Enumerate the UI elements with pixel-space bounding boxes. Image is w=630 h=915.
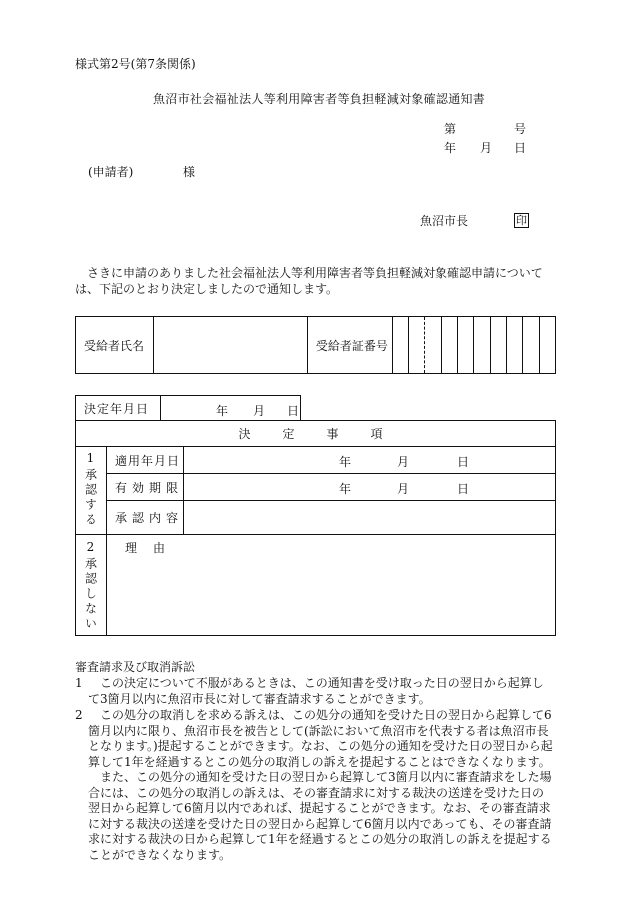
recipient-number-digit[interactable] (474, 317, 490, 374)
applicant-label: (申請者) (88, 165, 134, 179)
reject-label: 2承認しない (83, 540, 98, 632)
apply-day: 日 (457, 455, 470, 469)
page-title: 魚沼市社会福祉法人等利用障害者等負担軽減対象確認通知書 (153, 92, 486, 106)
form-number: 様式第2号(第7条関係) (75, 57, 196, 71)
approve-label: 1承認する (83, 450, 98, 528)
row-label-apply-date: 適用年月日 (107, 447, 184, 474)
notice-item1: この決定について不服があるときは、この通知書を受け取った日の翌日から起算して3箇月以内に魚沼市長に対して審査請求することができます。 (88, 676, 544, 706)
notice-item2-continued: また、この処分の通知を受けた日の翌日から起算して3箇月以内に審査請求をした場合には、この処分の取消しの訴えは、その審査請求に対する裁決の送達を受けた日の翌日から起算して6箇月以内であれば、提起することができます。なお、その審査請求に対する裁決の送達を受けた日の翌日から起算して6箇月以内であっても、その審査請求に対する裁決の日から起算して1年を経過するとこの処分の取消しの訴えを提起することができなくなります。 (88, 770, 552, 862)
notice-item2: この処分の取消しを求める訴えは、この処分の通知を受けた日の翌日から起算して6箇月以内に限り、魚沼市長を被告として(訴訟において魚沼市を代表する者は魚沼市長となります。)提起することができます。なお、この処分の通知を受けた日の翌日から起算して1年を経過するとこの処分の取消しの訴えを提起することはできなくなります。 (88, 708, 553, 769)
recipient-name-label: 受給者氏名 (76, 317, 154, 374)
recipient-number-digit[interactable] (523, 317, 539, 374)
recipient-number-digit[interactable] (490, 317, 506, 374)
intro-paragraph: さきに申請のありました社会福祉法人等利用障害者等負担軽減対象確認申請については、下記のとおり決定しましたので通知します。 (75, 266, 543, 296)
recipient-table (75, 316, 556, 374)
header-day: 日 (514, 141, 527, 155)
apply-month: 月 (397, 455, 410, 469)
notice-heading: 審査請求及び取消訴訟 (75, 660, 196, 674)
decision-month: 月 (253, 404, 266, 418)
recipient-number-label: 受給者証番号 (307, 317, 392, 374)
decision-day: 日 (287, 404, 300, 418)
approve-label-cell (76, 447, 107, 535)
recipient-number-digit[interactable] (441, 317, 457, 374)
apply-year: 年 (339, 455, 352, 469)
reason-cell[interactable] (107, 535, 556, 636)
doc-number-dai: 第 (444, 122, 457, 136)
decision-table (75, 420, 556, 636)
approval-content-cell[interactable] (184, 501, 556, 535)
notice-item1-number: 1 (75, 676, 83, 690)
recipient-number-digit[interactable] (539, 317, 555, 374)
row-label-expiry: 有効期限 (107, 474, 184, 501)
expiry-day: 日 (457, 482, 470, 496)
decision-heading: 決 定 事 項 (76, 421, 556, 447)
recipient-name-cell[interactable] (153, 317, 307, 374)
decision-date-cell[interactable] (161, 396, 301, 421)
recipient-number-digit[interactable] (408, 317, 424, 374)
recipient-number-digit[interactable] (506, 317, 522, 374)
applicant-suffix: 様 (183, 165, 196, 179)
row-label-approval-content: 承認内容 (107, 501, 184, 535)
doc-number-go: 号 (514, 122, 527, 136)
mayor-label: 魚沼市長 (420, 214, 469, 228)
recipient-number-digit[interactable] (392, 317, 408, 374)
header-month: 月 (480, 141, 493, 155)
reason-label: 理 由 (125, 541, 168, 555)
decision-year: 年 (216, 404, 229, 418)
expiry-year: 年 (339, 482, 352, 496)
apply-date-cell[interactable] (184, 447, 556, 474)
reject-label-cell (76, 535, 107, 636)
decision-date-label: 決定年月日 (76, 396, 161, 421)
recipient-number-digit[interactable] (425, 317, 441, 374)
expiry-date-cell[interactable] (184, 474, 556, 501)
notice-item2-number: 2 (75, 708, 83, 722)
expiry-month: 月 (397, 482, 410, 496)
decision-date-table (75, 395, 301, 421)
seal-mark: 印 (516, 214, 527, 227)
header-year: 年 (444, 141, 457, 155)
recipient-number-digit[interactable] (457, 317, 473, 374)
